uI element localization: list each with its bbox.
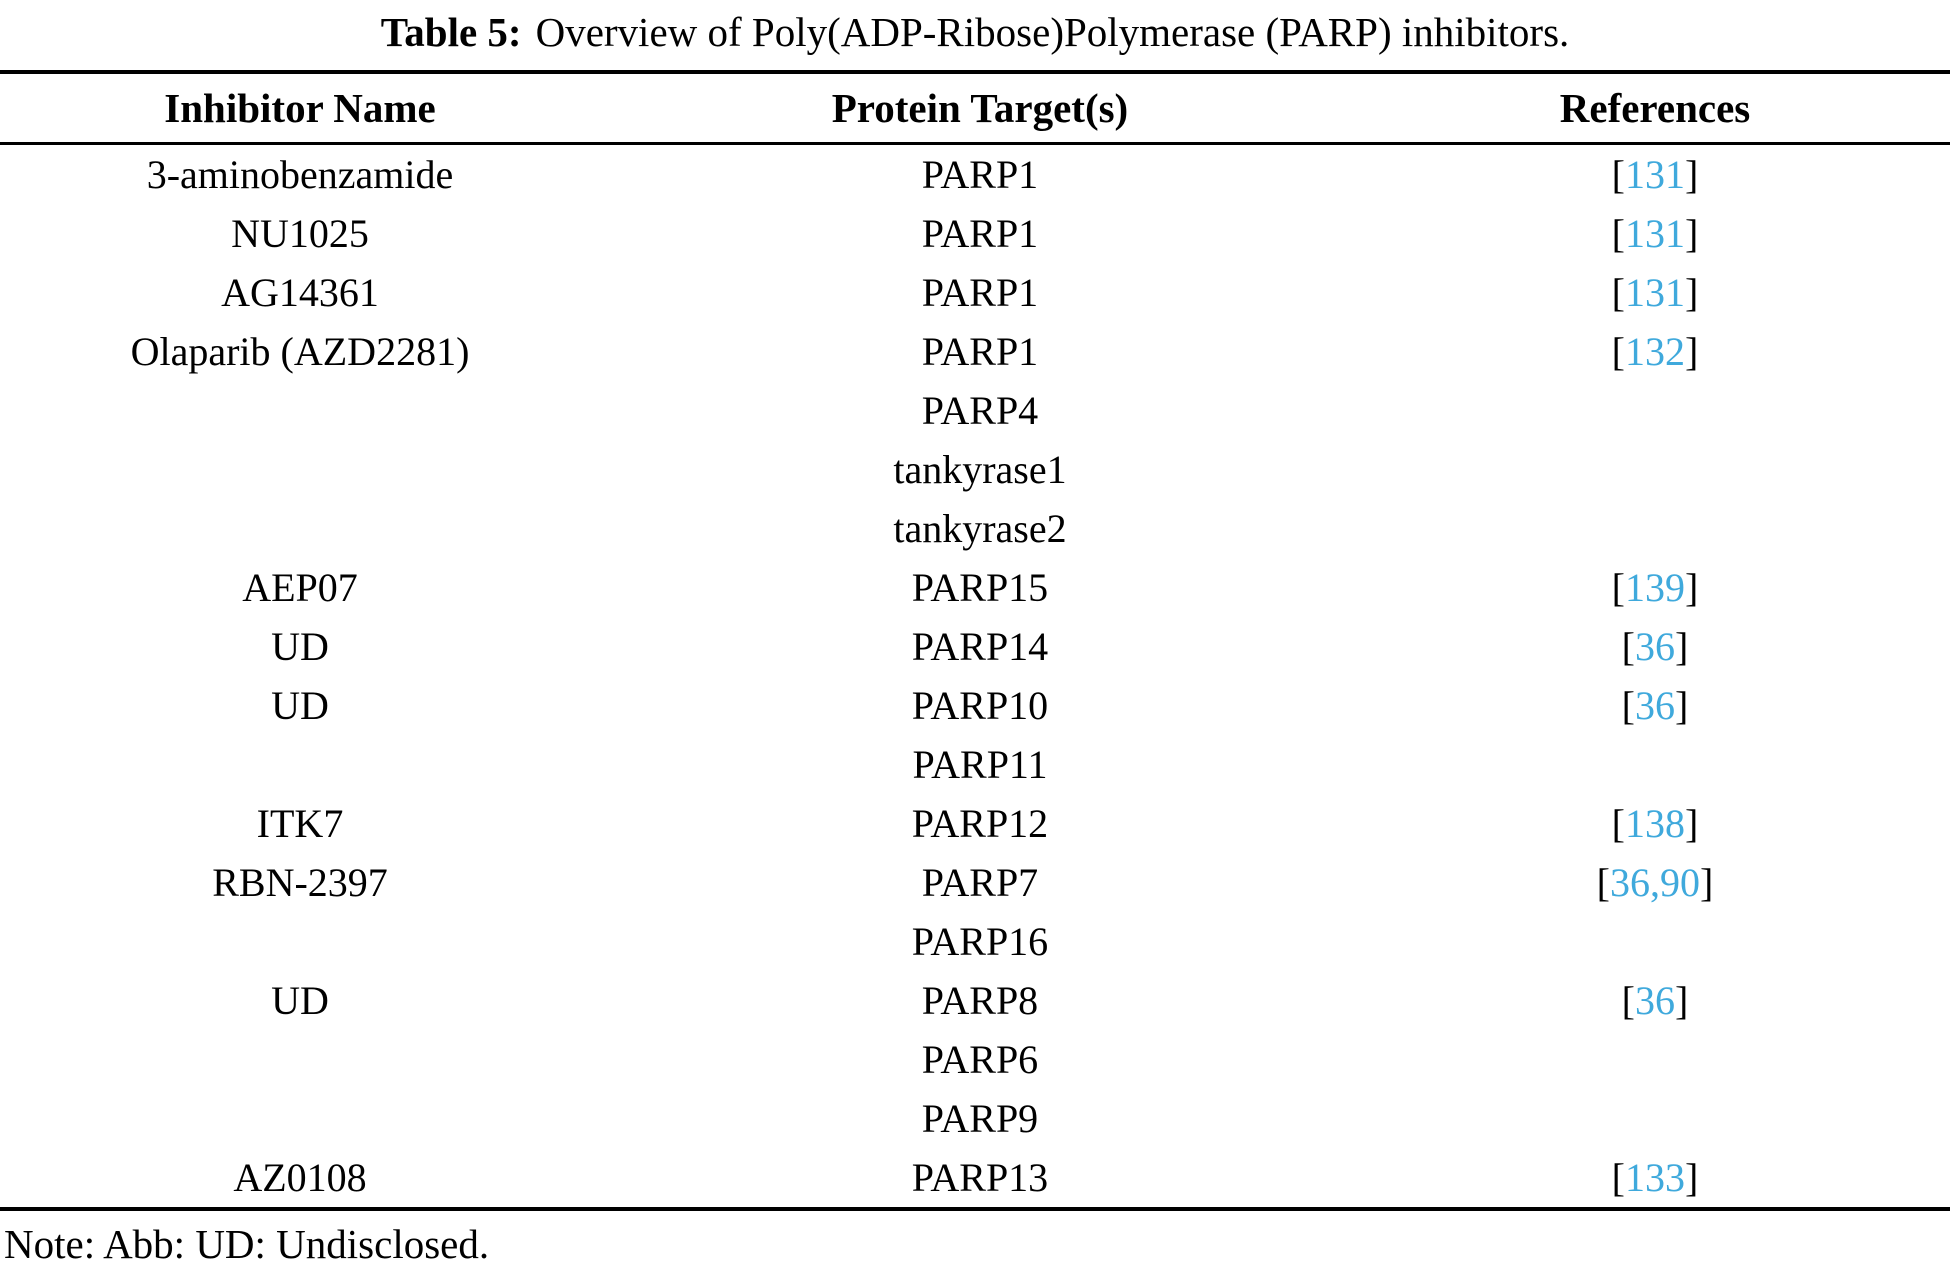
- references-cell: [1360, 1089, 1950, 1148]
- references-cell: [1360, 381, 1950, 440]
- target-cell: PARP1: [921, 328, 1039, 374]
- citation-bracket-open: [: [1611, 800, 1625, 846]
- references-cell: [1360, 204, 1950, 263]
- citation-separator: ,: [1650, 859, 1660, 905]
- table-row: [0, 1148, 1950, 1209]
- inhibitor-cell: AEP07: [242, 564, 358, 610]
- citation-bracket-close: ]: [1675, 623, 1689, 669]
- target-cell: PARP1: [921, 269, 1039, 315]
- target-cell: PARP7: [921, 859, 1039, 905]
- target-cell: tankyrase2: [893, 505, 1067, 551]
- inhibitor-cell: [0, 499, 600, 558]
- table-row: [0, 794, 1950, 853]
- inhibitor-cell: [0, 735, 600, 794]
- inhibitor-cell: [0, 1089, 600, 1148]
- citation-bracket-close: ]: [1685, 328, 1699, 374]
- target-cell: PARP6: [921, 1036, 1039, 1082]
- table-row: [0, 617, 1950, 676]
- target-cell: PARP15: [911, 564, 1049, 610]
- table-caption: [0, 8, 1950, 57]
- table-row: [0, 440, 1950, 499]
- target-cell: PARP10: [911, 682, 1049, 728]
- inhibitor-cell: [0, 1030, 600, 1089]
- citation-link[interactable]: 131: [1625, 210, 1685, 256]
- citation-bracket-close: ]: [1685, 269, 1699, 315]
- references-cell: [1360, 1148, 1950, 1209]
- table-row: [0, 912, 1950, 971]
- inhibitor-cell: Olaparib (AZD2281): [130, 328, 470, 374]
- target-cell: PARP16: [911, 918, 1049, 964]
- references-cell: [1360, 853, 1950, 912]
- table-row: [0, 853, 1950, 912]
- references-cell: [1360, 735, 1950, 794]
- citation-link[interactable]: 132: [1625, 328, 1685, 374]
- target-cell: PARP14: [911, 623, 1049, 669]
- table-note: Note: Abb: UD: Undisclosed.: [4, 1220, 490, 1267]
- references-cell: [1360, 263, 1950, 322]
- citation-bracket-close: ]: [1685, 800, 1699, 846]
- inhibitor-cell: UD: [271, 977, 329, 1023]
- target-cell: PARP1: [921, 151, 1039, 197]
- citation-bracket-close: ]: [1685, 1154, 1699, 1200]
- citation-bracket-close: ]: [1700, 859, 1714, 905]
- references-cell: [1360, 971, 1950, 1030]
- table-row: [0, 322, 1950, 381]
- references-cell: [1360, 558, 1950, 617]
- citation-bracket-open: [: [1596, 859, 1610, 905]
- citation-bracket-open: [: [1611, 210, 1625, 256]
- target-cell: PARP11: [912, 741, 1048, 787]
- citation-link[interactable]: 36: [1610, 859, 1650, 905]
- citation-bracket-open: [: [1611, 564, 1625, 610]
- citation-bracket-close: ]: [1675, 682, 1689, 728]
- header-row: [0, 72, 1950, 144]
- inhibitor-cell: 3-aminobenzamide: [146, 151, 454, 197]
- citation-link[interactable]: 133: [1625, 1154, 1685, 1200]
- table-row: [0, 735, 1950, 794]
- target-cell: PARP9: [921, 1095, 1039, 1141]
- column-header-protein-targets: Protein Target(s): [600, 72, 1360, 144]
- citation-link[interactable]: 90: [1660, 859, 1700, 905]
- references-cell: [1360, 912, 1950, 971]
- citation-bracket-open: [: [1621, 682, 1635, 728]
- citation-bracket-open: [: [1621, 977, 1635, 1023]
- citation-bracket-open: [: [1621, 623, 1635, 669]
- citation-link[interactable]: 139: [1625, 564, 1685, 610]
- target-cell: PARP1: [921, 210, 1039, 256]
- inhibitor-cell: UD: [271, 623, 329, 669]
- citation-link[interactable]: 131: [1625, 269, 1685, 315]
- target-cell: tankyrase1: [893, 446, 1067, 492]
- column-header-references: References: [1360, 72, 1950, 144]
- inhibitor-cell: RBN-2397: [212, 859, 388, 905]
- citation-link[interactable]: 138: [1625, 800, 1685, 846]
- inhibitor-cell: NU1025: [231, 210, 369, 256]
- citation-bracket-close: ]: [1685, 210, 1699, 256]
- inhibitor-cell: UD: [271, 682, 329, 728]
- references-cell: [1360, 440, 1950, 499]
- references-cell: [1360, 794, 1950, 853]
- citation-link[interactable]: 131: [1625, 151, 1685, 197]
- citation-link[interactable]: 36: [1635, 623, 1675, 669]
- inhibitor-cell: [0, 440, 600, 499]
- caption-label: Table 5:: [380, 9, 522, 55]
- citation-bracket-open: [: [1611, 1154, 1625, 1200]
- inhibitor-cell: AG14361: [221, 269, 379, 315]
- references-cell: [1360, 1030, 1950, 1089]
- inhibitor-cell: AZ0108: [233, 1154, 367, 1200]
- table-row: [0, 1089, 1950, 1148]
- citation-bracket-open: [: [1611, 328, 1625, 374]
- citation-bracket-open: [: [1611, 269, 1625, 315]
- references-cell: [1360, 322, 1950, 381]
- inhibitor-cell: [0, 912, 600, 971]
- table-row: [0, 204, 1950, 263]
- references-cell: [1360, 617, 1950, 676]
- table-row: [0, 381, 1950, 440]
- citation-bracket-open: [: [1611, 151, 1625, 197]
- caption-text: Overview of Poly(ADP-Ribose)Polymerase (PARP) inhibitors.: [535, 9, 1570, 55]
- table-row: [0, 558, 1950, 617]
- table-row: [0, 971, 1950, 1030]
- table-row: [0, 1030, 1950, 1089]
- references-cell: [1360, 499, 1950, 558]
- table-row: [0, 144, 1950, 205]
- citation-bracket-close: ]: [1675, 977, 1689, 1023]
- target-cell: PARP12: [911, 800, 1049, 846]
- citation-link[interactable]: 36: [1635, 682, 1675, 728]
- target-cell: PARP4: [921, 387, 1039, 433]
- inhibitors-table: [0, 70, 1950, 1211]
- table-row: [0, 263, 1950, 322]
- column-header-inhibitor-name: Inhibitor Name: [0, 72, 600, 144]
- target-cell: PARP13: [911, 1154, 1049, 1200]
- inhibitor-cell: ITK7: [256, 800, 344, 846]
- references-cell: [1360, 676, 1950, 735]
- target-cell: PARP8: [921, 977, 1039, 1023]
- inhibitor-cell: [0, 381, 600, 440]
- citation-link[interactable]: 36: [1635, 977, 1675, 1023]
- references-cell: [1360, 144, 1950, 205]
- table-row: [0, 499, 1950, 558]
- citation-bracket-close: ]: [1685, 151, 1699, 197]
- table-row: [0, 676, 1950, 735]
- citation-bracket-close: ]: [1685, 564, 1699, 610]
